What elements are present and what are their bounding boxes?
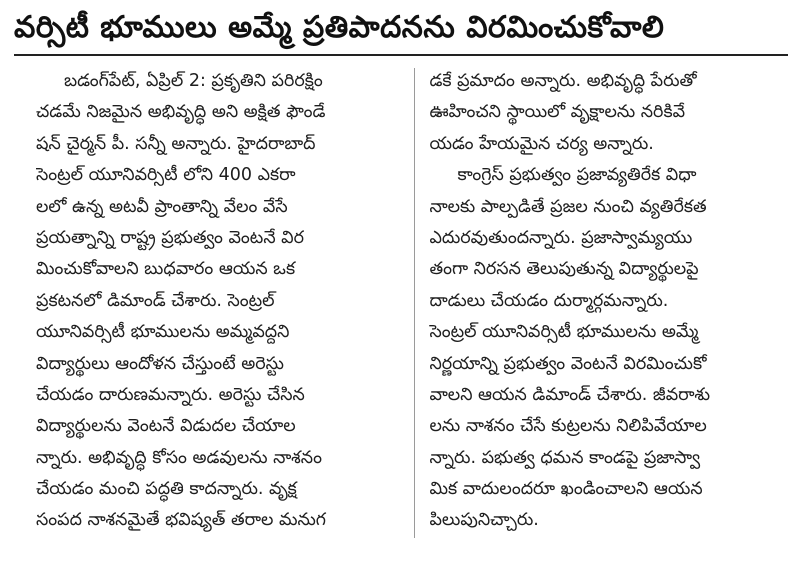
article-line: సంపద నాశనమైతే భవిష్యత్ తరాల మనుగ (36, 510, 326, 531)
article-line: కాంగ్రెస్ ప్రభుత్వం ప్రజావ్యతిరేక విధా (457, 165, 697, 186)
article-body (14, 66, 788, 556)
article-line: షన్ చైర్మన్ పీ. సన్నీ అన్నారు. హైదరాబాద్ (36, 133, 316, 154)
article-line: పిలుపునిచ్చారు. (429, 510, 539, 531)
article-line: ఊహించని స్థాయిలో వృక్షాలను నరికివే (429, 102, 686, 123)
article-line: మిక వాదులందరూ ఖండించాలని ఆయన (429, 479, 703, 500)
article-line: విద్యార్థులు ఆందోళన చేస్తుంటే అరెస్టు (36, 353, 284, 374)
article-line: చేయడం దారుణమన్నారు. అరెస్టు చేసిన (36, 384, 305, 405)
article-line: న్నారు. అభివృద్ధి కోసం అడవులను నాశనం (36, 447, 322, 468)
article-line: మించుకోవాలని బుధవారం ఆయన ఒక (36, 259, 296, 280)
article-line: ప్రకటనలో డిమాండ్ చేశారు. సెంట్రల్ (36, 290, 275, 311)
article-line: యడం హేయమైన చర్య అన్నారు. (429, 133, 654, 154)
article-line: తంగా నిరసన తెలుపుతున్న విద్యార్థులపై (429, 259, 699, 280)
left-column (36, 66, 400, 556)
headline: వర్సిటీ భూములు అమ్మే ప్రతిపాదనను విరమించుకోవాలి (14, 10, 665, 45)
article-line: ఎదురవుతుందన్నారు. ప్రజాస్వామ్యయు (429, 227, 693, 248)
article-line: లను నాశనం చేసే కుట్రలను నిలిపివేయాల (429, 416, 707, 437)
column-divider (414, 68, 415, 538)
article-line: సెంట్రల్ యూనివర్సిటీ లోని 400 ఎకరా (36, 165, 296, 186)
article-line: చడమే నిజమైన అభివృద్ధి అని అక్షిత ఫౌండే (36, 102, 326, 123)
article-line: లలో ఉన్న అటవీ ప్రాంతాన్ని వేలం వేసే (36, 196, 288, 217)
article-line: డకే ప్రమాదం అన్నారు. అభివృద్ధి పేరుతో (429, 71, 697, 91)
article-line: వాలని ఆయన డిమాండ్ చేశారు. జీవరాశు (429, 384, 711, 405)
article-line: బడంగ్‌పేట్, ఏప్రిల్ 2: ప్రకృతిని పరిరక్షిం (64, 71, 323, 91)
article-line: విద్యార్థులను వెంటనే విడుదల చేయాల (36, 416, 296, 437)
article-line: చేయడం మంచి పద్ధతి కాదన్నారు. వృక్ష (36, 479, 297, 500)
headline-divider (14, 54, 788, 56)
article-line: న్నారు. పభుత్వ ధమన కాండపై ప్రజాస్వా (429, 447, 701, 468)
right-column (429, 66, 788, 556)
article-line: నాలకు పాల్పడితే ప్రజల నుంచి వ్యతిరేకత (429, 196, 707, 217)
article-line: దాడులు చేయడం దుర్మార్గమన్నారు. (429, 290, 669, 311)
article-line: నిర్ణయాన్ని ప్రభుత్వం వెంటనే విరమించుకో (429, 353, 707, 374)
article-line: యూనివర్సిటీ భూములను అమ్మవద్దని (36, 322, 290, 343)
article-line: ప్రయత్నాన్ని రాష్ట్ర ప్రభుత్వం వెంటనే విర (36, 227, 304, 248)
article-line: సెంట్రల్ యూనివర్సిటీ భూములను అమ్మే (429, 322, 699, 343)
